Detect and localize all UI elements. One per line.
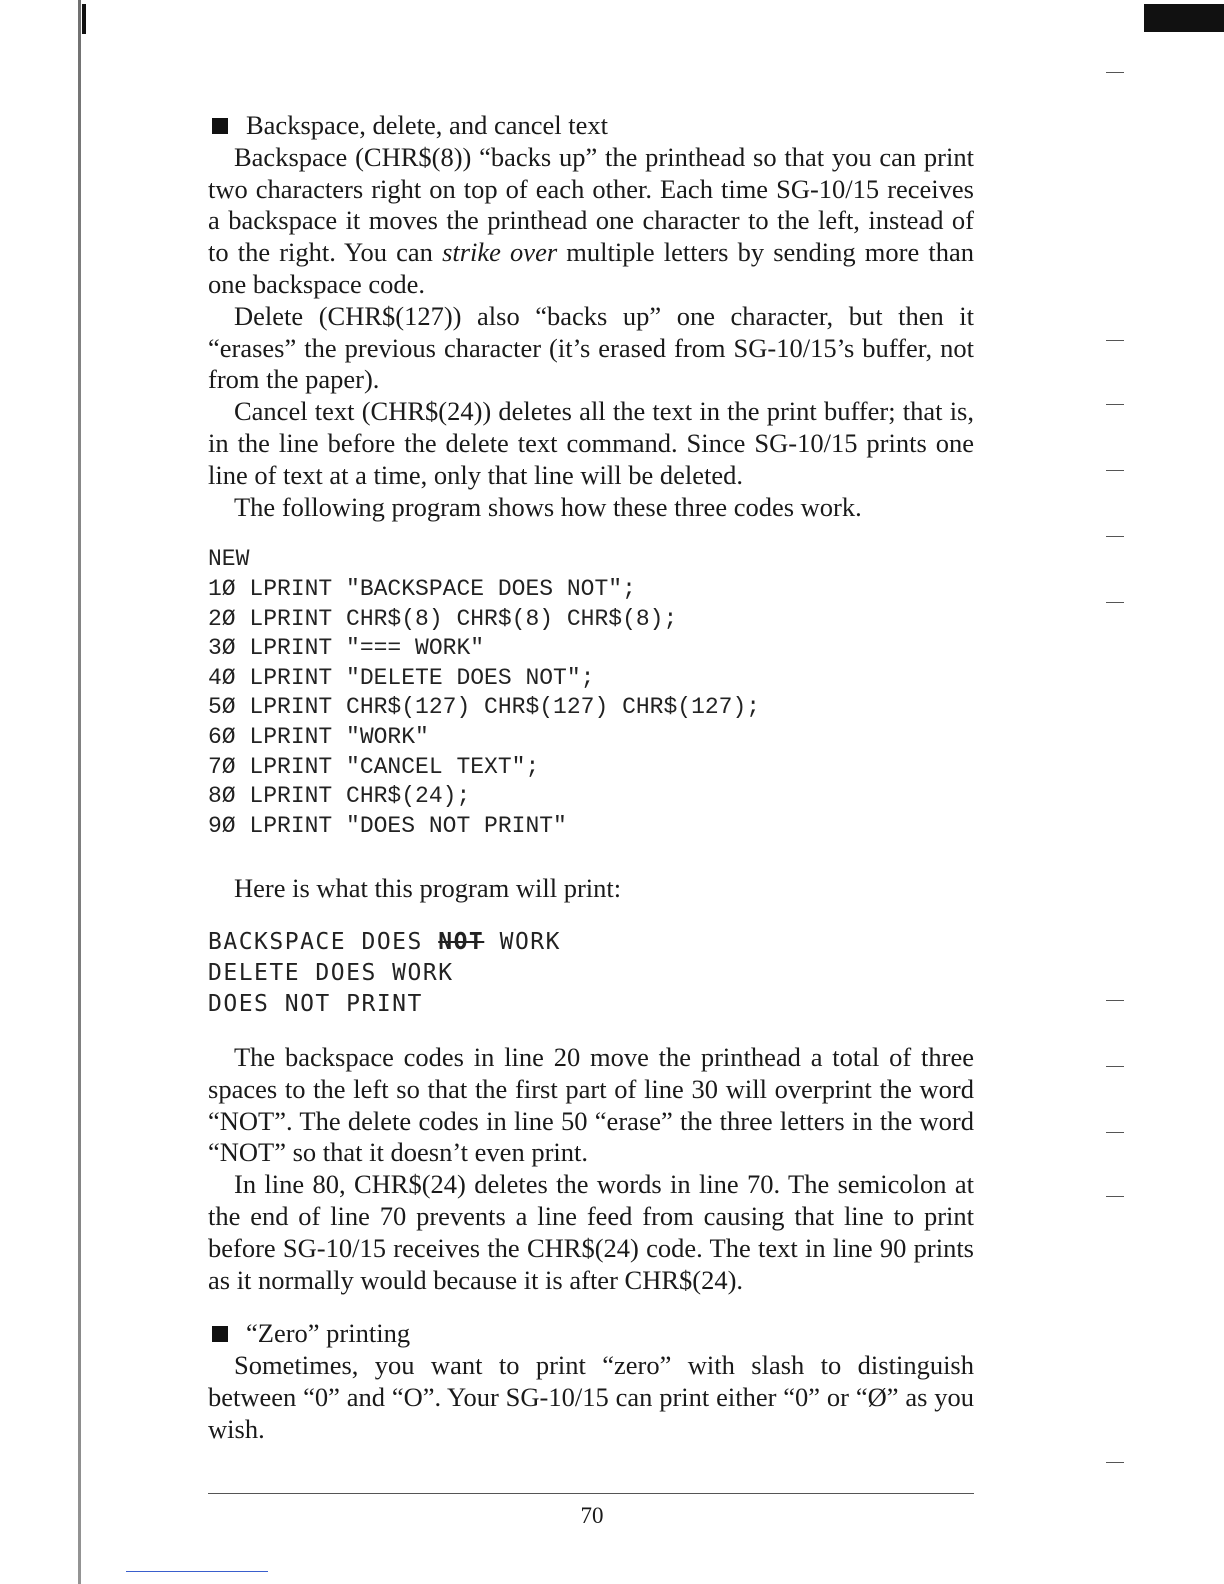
code-line: 1Ø LPRINT "BACKSPACE DOES NOT"; [208,575,636,602]
code-line: 6Ø LPRINT "WORK" [208,723,429,750]
scan-tick [1106,1462,1124,1463]
section-heading-zero [208,1318,974,1350]
page-number: 70 [580,1503,604,1528]
square-bullet-icon [212,118,228,134]
scan-left-mark [82,4,86,34]
output-line: DELETE DOES WORK [208,960,454,987]
paragraph-program-intro: The following program shows how these three codes work. [234,491,862,522]
scan-tick [1106,1066,1124,1067]
scan-tick [1106,1000,1124,1001]
code-line: 5Ø LPRINT CHR$(127) CHR$(127) CHR$(127); [208,694,761,721]
code-line: NEW [208,546,250,573]
printed-output [208,927,974,1020]
code-line: 9Ø LPRINT "DOES NOT PRINT" [208,812,567,839]
output-text: WORK [484,929,562,956]
code-line: 4Ø LPRINT "DELETE DOES NOT"; [208,664,595,691]
scan-tick [1106,1132,1124,1133]
emphasis-text: strike over [442,237,558,268]
paragraph-text: multiple letters by sending more than one backspace code. [208,237,974,299]
scan-tick [1106,602,1124,603]
paragraph-delete: Delete (CHR$(127)) also “backs up” one character, but then it “erases” the previous character (it’s erased from SG-10/15’s buffer, not from the paper). [208,300,974,395]
scan-tick [1106,1196,1124,1197]
page-content [208,110,974,1446]
overprinted-text: NOT [438,929,485,956]
scan-bottom-line [126,1571,268,1572]
code-line: 8Ø LPRINT CHR$(24); [208,783,471,810]
paragraph-text: Backspace (CHR$(8)) “backs up” the printhead so that you can print two characters right on top of each other. Each time SG-10/15 receives a backspace it moves the printhead one character to the left, instead of to the right. You can [208,141,974,268]
scan-tick [1106,536,1124,537]
scan-right-block [1144,4,1224,32]
scan-tick [1106,404,1124,405]
output-text: BACKSPACE DOES [208,929,439,956]
footer-rule [208,1493,974,1494]
scan-left-edge [78,0,81,1584]
code-line: 7Ø LPRINT "CANCEL TEXT"; [208,753,540,780]
paragraph-zero: Sometimes, you want to print “zero” with slash to distinguish between “0” and “O”. Your SG-10/15 can print either “0” or “Ø” as you wish. [208,1350,974,1444]
scan-tick [1106,72,1124,73]
code-line: 3Ø LPRINT "=== WORK" [208,635,485,662]
scan-tick [1106,470,1124,471]
square-bullet-icon [212,1326,228,1342]
output-line [208,927,974,958]
paragraph-explanation-2: In line 80, CHR$(24) deletes the words in line 70. The semicolon at the end of line 70 prevents a line feed from causing that line to print before SG-10/15 receives the CHR$(24) code. The text in line 90 prints as it normally would because it is after CHR$(24). [208,1169,974,1295]
code-line: 2Ø LPRINT CHR$(8) CHR$(8) CHR$(8); [208,605,678,632]
section-heading-backspace [208,110,974,142]
paragraph-cancel: Cancel text (CHR$(24)) deletes all the text in the print buffer; that is, in the line before the delete text command. Since SG-10/15 prints one line of text at a time, only that line will be deleted. [208,396,974,490]
paragraph-backspace [208,142,974,301]
paragraph-explanation-1: The backspace codes in line 20 move the printhead a total of three spaces to the left so that the first part of line 30 will overprint the word “NOT”. The delete codes in line 50 “erase” the three letters in the word “NOT” so that it doesn’t even print. [208,1042,974,1168]
scan-tick [1106,340,1124,341]
output-line: DOES NOT PRINT [208,991,423,1018]
heading-text: “Zero” printing [246,1318,411,1349]
program-listing [208,545,974,841]
output-intro: Here is what this program will print: [234,873,622,904]
heading-text: Backspace, delete, and cancel text [246,110,608,140]
